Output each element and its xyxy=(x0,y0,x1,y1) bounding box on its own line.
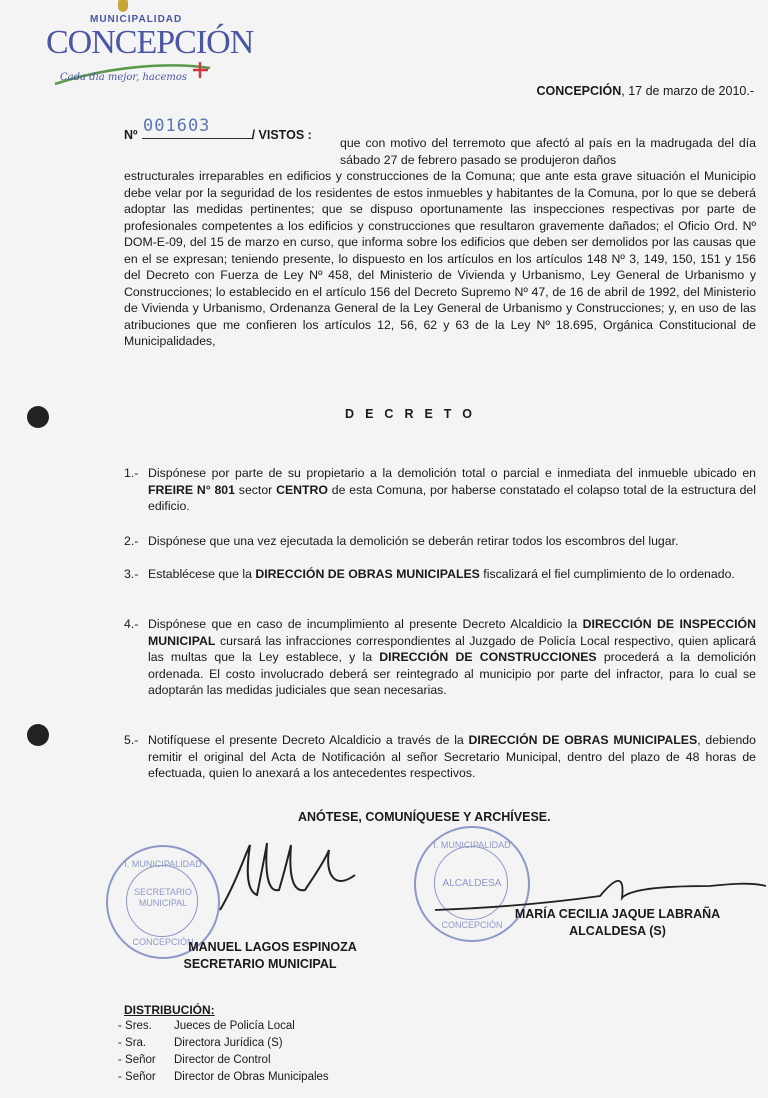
mayor-stamp: I. MUNICIPALIDAD ALCALDESA CONCEPCIÓN xyxy=(414,826,530,942)
closing-formula: ANÓTESE, COMUNÍQUESE Y ARCHÍVESE. xyxy=(298,810,551,824)
decree-item-4: 4.- Dispónese que en caso de incumplimiento al presente Decreto Alcaldicio la DIRECCIÓN DE INSPECCIÓN MUNICIPAL cursará las infracciones correspondientes al Juzgado de Policía Local respectivo, quien aplicará las multas que la Ley establece, y la DIRECCIÓN DE CONSTRUCCIONES procederá a la demolición ordenada. El costo involucrado deberá ser reintegrado al municipio por parte del infractor, para lo cual se adoptarán las medidas judiciales que sean necesarias. xyxy=(124,617,756,697)
distribution-title: DISTRIBUCIÓN: xyxy=(124,1003,215,1017)
secretary-stamp: I. MUNICIPALIDAD SECRETARIO MUNICIPAL CONCEPCIÓN xyxy=(106,845,220,959)
decree-item-2: 2.- Dispónese que una vez ejecutada la demolición se deberán retirar todos los escombros del lugar. xyxy=(124,534,679,548)
secretary-title: SECRETARIO MUNICIPAL xyxy=(183,957,337,971)
logo-tagline: Cada día mejor, hacemos xyxy=(60,72,188,83)
logo-wordmark: CONCEPCIÓN xyxy=(46,24,254,61)
distribution-row: - Sres. Jueces de Policía Local xyxy=(118,1020,295,1032)
decree-item-1: 1.- Dispónese por parte de su propietario a la demolición total o parcial e inmediata del inmueble ubicado en FREIRE N° 801 sector CENTRO de esta Comuna, por haberse constatado el colapso total de la estructura del edificio. xyxy=(124,466,757,513)
logo-municipality-label: MUNICIPALIDAD xyxy=(90,14,183,25)
distribution-row: - Señor Director de Control xyxy=(118,1054,271,1066)
distribution-row: - Señor Director de Obras Municipales xyxy=(118,1071,329,1083)
distribution-row: - Sra. Directora Jurídica (S) xyxy=(118,1037,283,1049)
punch-hole-bottom xyxy=(27,724,49,746)
secretary-signature xyxy=(205,835,385,915)
decree-item-3: 3.- Establécese que la DIRECCIÓN DE OBRAS MUNICIPALES fiscalizará el fiel cumplimiento de lo ordenado. xyxy=(124,567,735,581)
vistos-intro: que con motivo del terremoto que afectó al país en la madrugada del día sábado 27 de febrero pasado se produjeron daños xyxy=(340,136,756,167)
decree-number-line: Nº / VISTOS : 001603 xyxy=(124,116,312,142)
decree-item-5: 5.- Notifíquese el presente Decreto Alcaldicio a través de la DIRECCIÓN DE OBRAS MUNICIPALES, debiendo remitir el original del Acta de Notificación al señor Secretario Municipal, dentro del plazo de 48 horas de efectuada, quien lo anexará a los antecedentes respectivos. xyxy=(124,733,756,780)
decree-number-stamp: 001603 xyxy=(143,116,211,136)
coat-of-arms-icon xyxy=(118,0,128,12)
mayor-title: ALCALDESA (S) xyxy=(569,924,666,938)
secretary-name: MANUEL LAGOS ESPINOZA xyxy=(188,940,357,954)
vistos-body: estructurales irreparables en edificios y construcciones de la Comuna; que ante esta grave situación el Municipio debe velar por la seguridad de los residentes de estos inmuebles y habitantes de la Comuna, por lo que se deberá adoptar las medidas pertinentes; que se dispuso oportunamente las inspecciones respectivas por parte de profesionales competentes a los edificios y construcciones que resultaron gravemente dañados; el Oficio Ord. Nº DOM-E-09, del 15 de marzo en curso, que informa sobre los edificios que deben ser demolidos por las causas que en el se expresan; teniendo presente, lo dispuesto en los artículos en los artículos 148 Nº 3, 149, 150, 151 y 156 del Decreto con Fuerza de Ley Nº 458, del Ministerio de Vivienda y Urbanismo, Ley General de Urbanismo y Construcciones; lo establecido en el artículo 156 del Decreto Supremo Nº 47, de 16 de abril de 1992, del Ministerio de Vivienda y Urbanismo, Ordenanza General de la Ley General de Urbanismo y Construcciones; y, en uso de las atribuciones que me confieren los artículos 12, 56, 62 y 63 de la Ley Nº 18.695, Orgánica Constitucional de Municipalidades, xyxy=(124,169,756,348)
mayor-name: MARÍA CECILIA JAQUE LABRAÑA xyxy=(514,907,721,921)
decreto-heading: DECRETO xyxy=(345,407,483,421)
document-date: CONCEPCIÓN, 17 de marzo de 2010.- xyxy=(536,84,754,98)
